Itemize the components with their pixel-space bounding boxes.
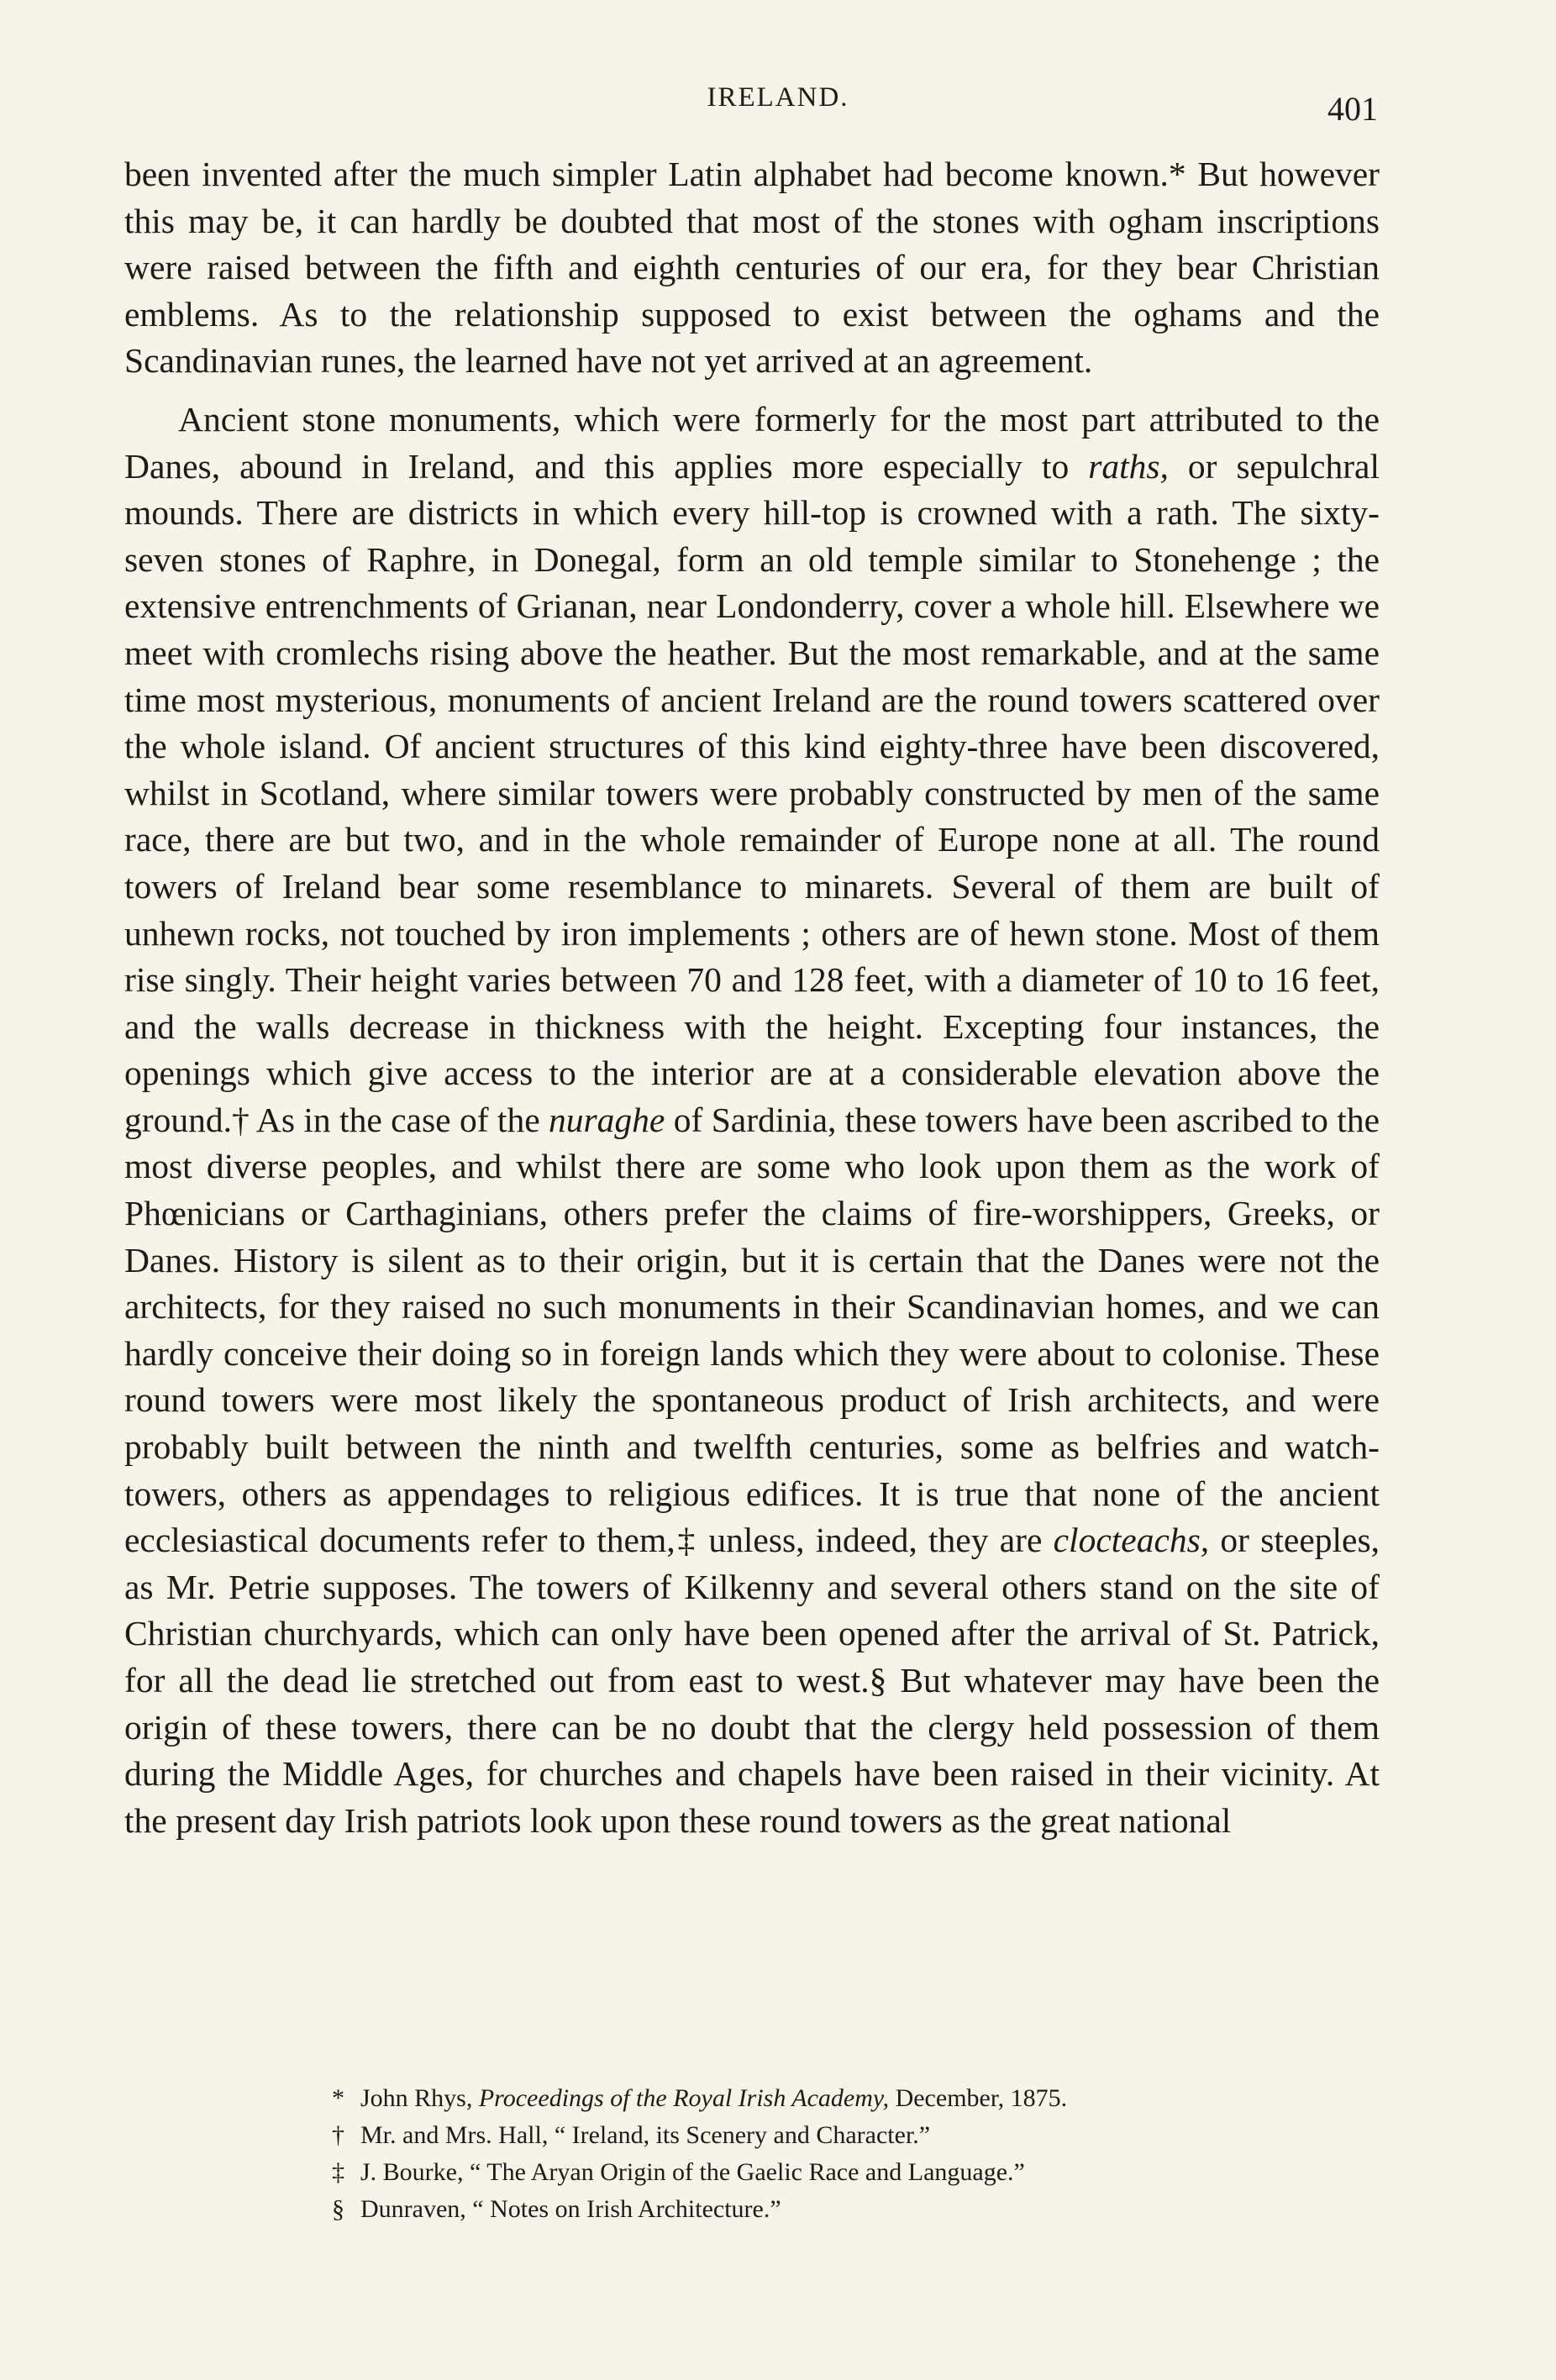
footnote-4 (332, 2191, 1390, 2228)
paragraph-2-seg1: Ancient stone monuments, which were formerly for the most part attributed to the Danes, abound in Ireland, and this applies more especially to (124, 399, 1380, 486)
paragraph-2-seg3: of Sardinia, these towers have been ascribed to the most diverse peoples, and whilst there are some who look upon them as the work of Phœnicians or Carthaginians, others prefer the claims of fire-worshippers, Greeks, or Danes. History is silent as to their origin, but it is certain that the Danes were not the architects, for they raised no such monuments in their Scandinavian homes, and we can hardly conceive their doing so in foreign lands which they were about to colonise. These round towers were most likely the spontaneous product of Irish architects, and were probably built between the ninth and twelfth centuries, some as belfries and watch-towers, others as appendages to religious edifices. It is true that none of the ancient ecclesiastical documents refer to them,‡ unless, indeed, they are (124, 1100, 1380, 1560)
footnote-text: J. Bourke, “ The Aryan Origin of the Gaelic Race and Language.” (360, 2158, 1025, 2186)
footnote-mark: § (332, 2195, 344, 2223)
body-text (124, 151, 1380, 1844)
footnote-mark: * (332, 2084, 344, 2112)
paragraph-2-seg4: or steeples, as Mr. Petrie supposes. The towers of Kilkenny and several others stand on the site of Christian churchyards, which can only have been opened after the arrival of St. Patrick, for all the dead lie stretched out from east to west.§ But whatever may have been the origin of these towers, there can be no doubt that the clergy held possession of them during the Middle Ages, for churches and chapels have been raised in their vicinity. At the present day Irish patriots look upon these round towers as the great national (124, 1521, 1380, 1840)
footnote-text: Mr. and Mrs. Hall, “ Ireland, its Scenery and Character.” (360, 2121, 931, 2149)
paragraph-2-seg2: or sepulchral mounds. There are districts in which every hill-top is crowned with a rath. The sixty-seven stones of Raphre, in Donegal, form an old temple similar to Stonehenge ; the extensive entrenchments of Grianan, near Londonderry, cover a whole hill. Elsewhere we meet with cromlechs rising above the heather. But the most remarkable, and at the same time most mysterious, monuments of ancient Ireland are the round towers scattered over the whole island. Of ancient structures of this kind eighty-three have been discovered, whilst in Scotland, where similar towers were probably constructed by men of the same race, there are but two, and in the whole remainder of Europe none at all. The round towers of Ireland bear some resemblance to minarets. Several of them are built of unhewn rocks, not touched by iron implements ; others are of hewn stone. Most of them rise singly. Their height varies between 70 and 128 feet, with a diameter of 10 to 16 feet, and the walls decrease in thickness with the height. Excepting four instances, the openings which give access to the interior are at a considerable elevation above the ground.† As in the case of the (124, 446, 1380, 1139)
footnote-3 (332, 2154, 1390, 2191)
running-title: IRELAND. (707, 82, 849, 113)
footnote-text-post: December, 1875. (889, 2084, 1068, 2112)
footnote-mark: † (332, 2121, 344, 2149)
paragraph-1: been invented after the much simpler Latin alphabet had become known.* But however this may be, it can hardly be doubted that most of the stones with ogham inscriptions were raised between the fifth and eighth centuries of our era, for they bear Christian emblems. As to the relationship supposed to exist between the oghams and the Scandinavian runes, the learned have not yet arrived at an agreement. (124, 155, 1380, 381)
footnotes (332, 2080, 1390, 2228)
paragraph-2 (124, 397, 1380, 1844)
italic-nuraghe: nuraghe (549, 1100, 665, 1139)
footnote-1 (332, 2080, 1390, 2117)
italic-raths: raths, (1088, 446, 1169, 486)
footnote-italic: Proceedings of the Royal Irish Academy, (478, 2084, 890, 2112)
footnote-text: Dunraven, “ Notes on Irish Architecture.” (360, 2195, 781, 2223)
page-number: 401 (1327, 90, 1378, 128)
footnote-mark: ‡ (332, 2158, 344, 2186)
italic-clocteachs: clocteachs, (1053, 1521, 1210, 1560)
footnote-2 (332, 2117, 1390, 2154)
footnote-text: John Rhys, (360, 2084, 479, 2112)
